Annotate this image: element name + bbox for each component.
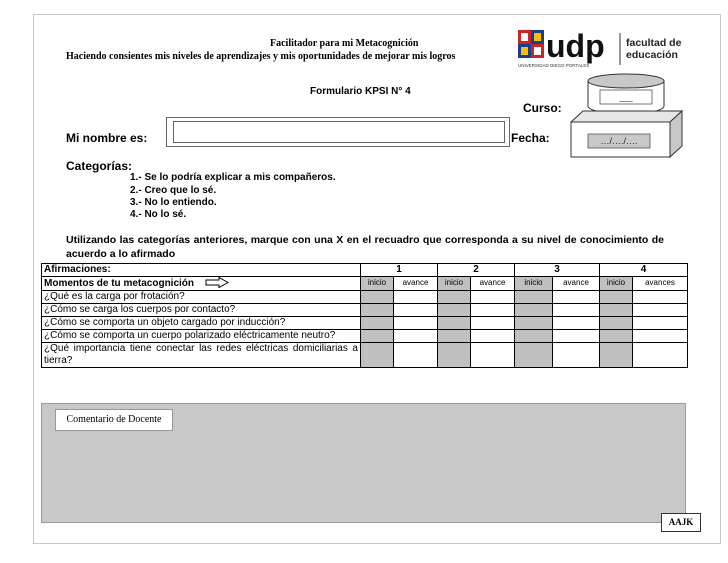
comment-label: Comentario de Docente: [55, 409, 173, 431]
mark-cell[interactable]: [438, 317, 471, 330]
mark-cell[interactable]: [553, 330, 600, 343]
mark-cell[interactable]: [633, 304, 688, 317]
statement-cell: ¿Cómo se comporta un cuerpo polarizado eléctricamente neutro?: [42, 330, 361, 343]
category-group-header: 4: [600, 264, 688, 277]
subheader-inicio: inicio: [361, 277, 394, 291]
instructions: Utilizando las categorías anteriores, marque con una X en el recuadro que corresponda a su nivel de conocimiento de acuerdo a lo afirmado: [66, 234, 664, 260]
logo-faculty-1: facultad de: [626, 37, 682, 49]
mark-cell[interactable]: [553, 317, 600, 330]
curso-value: ___: [619, 93, 633, 102]
document-title: Facilitador para mi Metacognición: [270, 38, 419, 49]
subheader-avance: avance: [394, 277, 438, 291]
mark-cell[interactable]: [600, 330, 633, 343]
mark-cell[interactable]: [471, 304, 515, 317]
mark-cell[interactable]: [553, 343, 600, 368]
fecha-box[interactable]: [570, 110, 684, 158]
mark-cell[interactable]: [361, 317, 394, 330]
mark-cell[interactable]: [600, 317, 633, 330]
arrow-right-icon: [205, 277, 229, 288]
udp-logo: [516, 27, 706, 71]
mark-cell[interactable]: [600, 304, 633, 317]
afirmaciones-header: Afirmaciones:: [42, 264, 361, 277]
table-row: [42, 317, 688, 330]
mark-cell[interactable]: [471, 330, 515, 343]
mark-cell[interactable]: [361, 343, 394, 368]
mark-cell[interactable]: [633, 317, 688, 330]
category-group-header: 3: [515, 264, 600, 277]
name-field[interactable]: [173, 121, 505, 143]
logo-faculty-2: educación: [626, 49, 678, 61]
mark-cell[interactable]: [394, 304, 438, 317]
mark-cell[interactable]: [515, 343, 553, 368]
table-row: [42, 343, 688, 368]
table-row: [42, 330, 688, 343]
statement-cell: ¿Cómo se comporta un objeto cargado por inducción?: [42, 317, 361, 330]
statement-cell: ¿Qué importancia tiene conectar las redes eléctricas domiciliarias a tierra?: [42, 343, 361, 368]
kpsi-table: [41, 263, 688, 368]
mark-cell[interactable]: [361, 330, 394, 343]
mark-cell[interactable]: [515, 317, 553, 330]
mark-cell[interactable]: [600, 343, 633, 368]
subheader-avances: avances: [633, 277, 688, 291]
fecha-label: Fecha:: [511, 131, 550, 145]
category-item: 2.- Creo que lo sé.: [130, 185, 217, 196]
mark-cell[interactable]: [438, 291, 471, 304]
mark-cell[interactable]: [394, 291, 438, 304]
mark-cell[interactable]: [361, 304, 394, 317]
mark-cell[interactable]: [361, 291, 394, 304]
statement-cell: ¿Cómo se carga los cuerpos por contacto?: [42, 304, 361, 317]
mark-cell[interactable]: [394, 330, 438, 343]
momentos-header: Momentos de tu metacognición: [42, 277, 361, 291]
name-label: Mi nombre es:: [66, 131, 148, 145]
mark-cell[interactable]: [600, 291, 633, 304]
mark-cell[interactable]: [471, 343, 515, 368]
subheader-inicio: inicio: [600, 277, 633, 291]
subheader-inicio: inicio: [515, 277, 553, 291]
logo-brand: udp: [546, 28, 605, 64]
mark-cell[interactable]: [394, 317, 438, 330]
mark-cell[interactable]: [438, 343, 471, 368]
category-item: 4.- No lo sé.: [130, 209, 187, 220]
mark-cell[interactable]: [515, 291, 553, 304]
statement-cell: ¿Qué es la carga por frotación?: [42, 291, 361, 304]
mark-cell[interactable]: [633, 343, 688, 368]
mark-cell[interactable]: [471, 317, 515, 330]
logo-brand-sub: UNIVERSIDAD DIEGO PORTALES: [518, 63, 590, 68]
category-item: 3.- No lo entiendo.: [130, 197, 217, 208]
crest-icon: [518, 30, 544, 58]
subheader-avance: avance: [553, 277, 600, 291]
mark-cell[interactable]: [515, 304, 553, 317]
categories-label: Categorías:: [66, 159, 133, 173]
document-subtitle: Haciendo consientes mis niveles de aprendizajes y mis oportunidades de mejorar mis logros: [66, 51, 456, 62]
subheader-avance: avance: [471, 277, 515, 291]
category-group-header: 1: [361, 264, 438, 277]
mark-cell[interactable]: [438, 330, 471, 343]
mark-cell[interactable]: [633, 330, 688, 343]
mark-cell[interactable]: [438, 304, 471, 317]
table-row: [42, 291, 688, 304]
mark-cell[interactable]: [394, 343, 438, 368]
mark-cell[interactable]: [515, 330, 553, 343]
initials-badge: AAJK: [661, 513, 701, 532]
subheader-inicio: inicio: [438, 277, 471, 291]
category-item: 1.- Se lo podría explicar a mis compañeros.: [130, 172, 336, 183]
mark-cell[interactable]: [553, 304, 600, 317]
mark-cell[interactable]: [553, 291, 600, 304]
form-title: Formulario KPSI N° 4: [310, 86, 411, 97]
curso-label: Curso:: [523, 101, 562, 115]
category-group-header: 2: [438, 264, 515, 277]
mark-cell[interactable]: [633, 291, 688, 304]
fecha-value: …/…./….: [600, 136, 638, 146]
mark-cell[interactable]: [471, 291, 515, 304]
table-row: [42, 304, 688, 317]
